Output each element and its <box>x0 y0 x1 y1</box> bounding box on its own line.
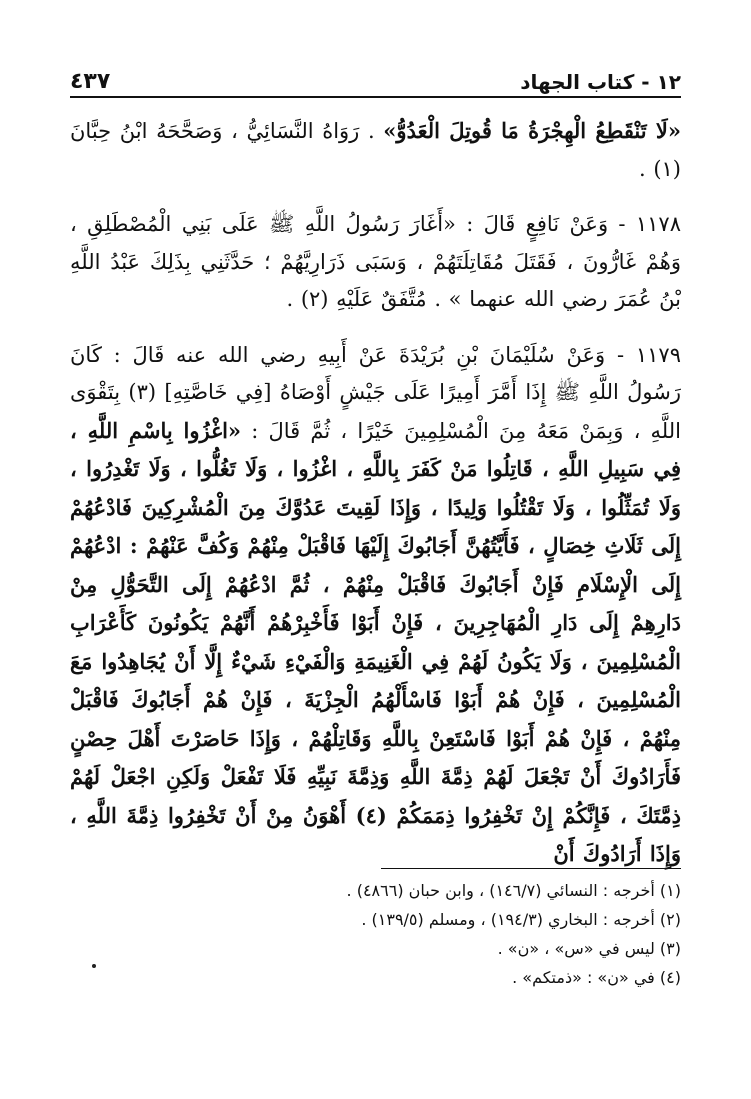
paragraph-intro: ١١٧٩ - وَعَنْ سُلَيْمَانَ بْنِ بُرَيْدَةَ عَنْ أَبِيهِ رضي الله عنه قَالَ : كَانَ رَسُولُ اللَّهِ ﷺ إِذَا أَمَّرَ أَمِيرًا عَلَى جَيْشٍ أَوْصَاهُ [فِي خَاصَّتِهِ] (٣) بِتَقْوَى اللَّهِ ، وَبِمَنْ مَعَهُ مِنَ الْمُسْلِمِينَ خَيْرًا ، ثُمَّ قَالَ : <box>70 342 681 443</box>
paragraph-1 <box>70 112 681 188</box>
footnotes <box>70 876 681 992</box>
page-header <box>70 58 681 94</box>
hadith-text: «اغْزُوا بِاسْمِ اللَّهِ ، فِي سَبِيلِ اللَّهِ ، قَاتِلُوا مَنْ كَفَرَ بِاللَّهِ ، اغْزُوا ، وَلَا تَغُلُّوا ، وَلَا تَغْدِرُوا ، وَلَا تُمَثِّلُوا ، وَلَا تَقْتُلُوا وَلِيدًا ، وَإِذَا لَقِيتَ عَدُوَّكَ مِنَ الْمُشْرِكِينَ فَادْعُهُمْ إِلَى ثَلَاثِ خِصَالٍ ، فَأَيَّتُهُنَّ أَجَابُوكَ إِلَيْهَا فَاقْبَلْ مِنْهُمْ وَكُفَّ عَنْهُمْ : ادْعُهُمْ إِلَى الْإِسْلَامِ فَإِنْ أَجَابُوكَ فَاقْبَلْ مِنْهُمْ ، ثُمَّ ادْعُهُمْ إِلَى التَّحَوُّلِ مِنْ دَارِهِمْ إِلَى دَارِ الْمُهَاجِرِينَ ، فَإِنْ أَبَوْا فَأَخْبِرْهُمْ أَنَّهُمْ يَكُونُونَ كَأَعْرَابِ الْمُسْلِمِينَ ، وَلَا يَكُونُ لَهُمْ فِي الْغَنِيمَةِ وَالْفَيْءِ شَيْءٌ إِلَّا أَنْ يُجَاهِدُوا مَعَ الْمُسْلِمِينَ ، فَإِنْ هُمْ أَبَوْا فَاسْأَلْهُمُ الْجِزْيَةَ ، فَإِنْ هُمْ أَجَابُوكَ فَاقْبَلْ مِنْهُمْ ، فَإِنْ هُمْ أَبَوْا فَاسْتَعِنْ بِاللَّهِ وَقَاتِلْهُمْ ، وَإِذَا حَاصَرْتَ أَهْلَ حِصْنٍ فَأَرَادُوكَ أَنْ تَجْعَلَ لَهُمْ ذِمَّةَ اللَّهِ وَذِمَّةَ نَبِيِّهِ فَلَا تَفْعَلْ وَلَكِنِ اجْعَلْ لَهُمْ ذِمَّتَكَ ، فَإِنَّكُمْ إِنْ تَخْفِرُوا ذِمَمَكُمْ (٤) أَهْوَنُ مِنْ أَنْ تَخْفِرُوا ذِمَّةَ اللَّهِ ، وَإِذَا أَرَادُوكَ أَنْ <box>70 417 681 866</box>
footnote-4: (٤) في «ن» : «ذمتكم» . <box>512 968 681 987</box>
header-rule <box>70 96 681 98</box>
paragraph-hadith-1178: ١١٧٨ - وَعَنْ نَافِعٍ قَالَ : «أَغَارَ رَسُولُ اللَّهِ ﷺ عَلَى بَنِي الْمُصْطَلِقِ ، وَهُمْ غَارُّونَ ، فَقَتَلَ مُقَاتِلَتَهُمْ ، وَسَبَى ذَرَارِيَّهُمْ ؛ حَدَّثَنِي بِذَلِكَ عَبْدُ اللَّهِ بْنُ عُمَرَ رضي الله عنهما » . مُتَّفَقٌ عَلَيْهِ (٢) . <box>70 212 681 311</box>
footnote-1: (١) أخرجه : النسائي (١٤٦/٧) ، وابن حبان (٤٨٦٦) . <box>346 881 681 900</box>
main-text <box>70 112 681 888</box>
footnote-3: (٣) ليس في «س» ، «ن» . <box>497 939 681 958</box>
paragraph-text: . رَوَاهُ النَّسَائِيُّ ، وَصَحَّحَهُ ابْنُ حِبَّانَ (١) . <box>70 119 681 181</box>
chapter-title: ١٢ - كتاب الجهاد <box>520 70 681 94</box>
hadith-text: «لَا تَنْقَطِعُ الْهِجْرَةُ مَا قُوتِلَ الْعَدُوُّ» <box>383 118 681 143</box>
ink-speck <box>92 964 96 968</box>
page-number: ٤٣٧ <box>70 69 111 94</box>
footnote-2: (٢) أخرجه : البخاري (١٩٤/٣) ، ومسلم (١٣٩/٥) . <box>361 910 681 929</box>
paragraph-hadith-1179 <box>70 337 681 874</box>
footnote-rule <box>381 868 681 869</box>
